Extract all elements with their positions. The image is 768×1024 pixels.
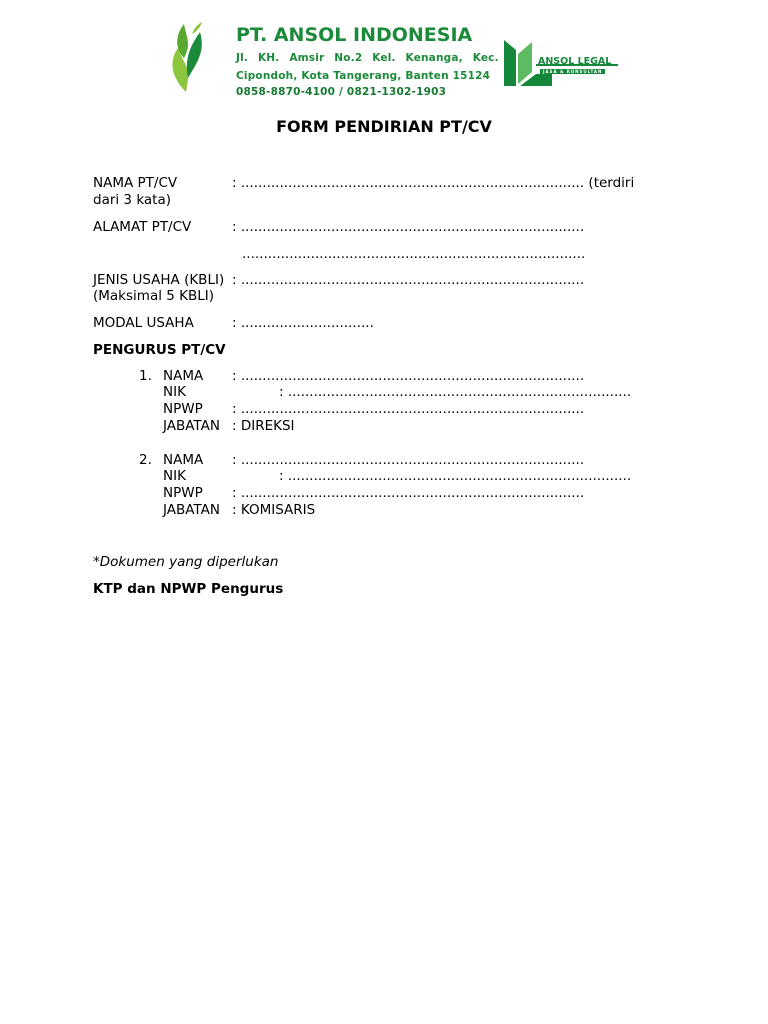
pengurus-1-jabatan-value: : DIREKSI [232, 418, 295, 434]
alamat-field-1[interactable]: : ................................................................................ [232, 219, 585, 235]
address-line-1: Jl. KH. Amsir No.2 Kel. Kenanga, Kec. [236, 52, 499, 64]
modal-usaha-label: MODAL USAHA [93, 315, 194, 331]
pengurus-1-nama-field[interactable]: : ................................................................................ [232, 368, 585, 384]
jenis-usaha-label: JENIS USAHA (KBLI) [93, 272, 225, 288]
pengurus-2-nama-label: NAMA [163, 452, 204, 468]
pengurus-2-npwp-field[interactable]: : ................................................................................ [232, 485, 585, 501]
pengurus-1-nama-label: NAMA [163, 368, 204, 384]
documents-required: KTP dan NPWP Pengurus [93, 581, 284, 597]
ansol-legal-subtitle: JASA & KONSULTAN [540, 69, 605, 74]
alamat-label: ALAMAT PT/CV [93, 219, 192, 235]
pengurus-2-nik-field[interactable]: : ................................................................................ [279, 468, 632, 484]
pengurus-1-number: 1. [139, 368, 152, 384]
pengurus-2-jabatan-value: : KOMISARIS [232, 502, 316, 518]
nama-pt-field[interactable]: : ................................................................................ (terdiri [232, 175, 635, 191]
ansol-legal-title: ANSOL LEGAL [538, 56, 612, 67]
pengurus-2-jabatan-label: JABATAN [163, 502, 220, 518]
jenis-usaha-note: (Maksimal 5 KBLI) [93, 288, 215, 304]
pengurus-2-number: 2. [139, 452, 152, 468]
letterhead [140, 14, 630, 104]
form-title: FORM PENDIRIAN PT/CV [276, 117, 492, 136]
modal-usaha-field[interactable]: : ............................... [232, 315, 374, 331]
pengurus-1-npwp-label: NPWP [163, 401, 203, 417]
pengurus-1-nik-label: NIK [163, 384, 186, 400]
nama-pt-label: NAMA PT/CV [93, 175, 178, 191]
alamat-field-2[interactable]: ................................................................................ [242, 246, 586, 262]
address-line-2: Cipondoh, Kota Tangerang, Banten 15124 [236, 70, 491, 82]
company-name: PT. ANSOL INDONESIA [236, 24, 473, 46]
phone-numbers: 0858-8870-4100 / 0821-1302-1903 [236, 86, 447, 98]
nama-pt-note: dari 3 kata) [93, 192, 172, 208]
pengurus-1-nik-field[interactable]: : ................................................................................ [279, 384, 632, 400]
pengurus-2-npwp-label: NPWP [163, 485, 203, 501]
leaf-logo-icon [162, 18, 208, 94]
pengurus-1-npwp-field[interactable]: : ................................................................................ [232, 401, 585, 417]
pengurus-2-nama-field[interactable]: : ................................................................................ [232, 452, 585, 468]
pengurus-heading: PENGURUS PT/CV [93, 342, 226, 358]
pengurus-1-jabatan-label: JABATAN [163, 418, 220, 434]
jenis-usaha-field[interactable]: : ................................................................................ [232, 272, 585, 288]
pengurus-2-nik-label: NIK [163, 468, 186, 484]
documents-note: *Dokumen yang diperlukan [93, 554, 279, 570]
